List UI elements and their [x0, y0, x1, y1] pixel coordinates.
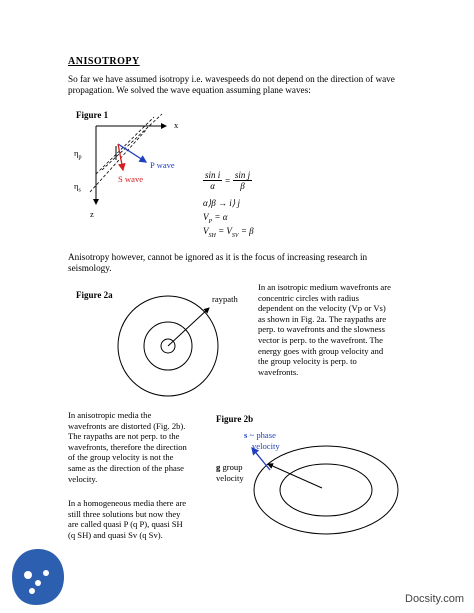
- eta-s-label: $\eta_s$: [74, 181, 81, 194]
- x-axis-label: x: [174, 120, 179, 130]
- anisotropic-line: wavefronts, therefore the direction: [68, 441, 187, 452]
- intro-line-1: So far we have assumed isotropy i.e. wavespeeds do not depend on the direction of wave: [68, 74, 395, 84]
- anisotropy-line-1: Anisotropy however, cannot be ignored as it is the focus of increasing research in: [68, 252, 368, 262]
- homogeneous-line: In a homogeneous media there are: [68, 498, 187, 508]
- intro-paragraph: [68, 74, 395, 97]
- z-axis-label: z: [90, 209, 94, 219]
- isotropic-paragraph: [258, 282, 391, 377]
- phase-velocity-arrow: [252, 448, 270, 470]
- anisotropic-line: The raypaths are not perp. to the: [68, 431, 180, 442]
- isotropic-line: vector is perp. to the wavefront. The: [258, 334, 383, 345]
- anisotropic-line: same as the direction of the phase: [68, 462, 184, 473]
- figure-2a-diagram: [114, 292, 224, 402]
- group-velocity-label: g group velocity: [216, 462, 244, 483]
- figure-2a-label: Figure 2a: [76, 290, 113, 300]
- equation-line-4: $V_{SH} = V_{SV} = \beta$: [203, 226, 254, 239]
- inner-quasi-wavefront: [280, 464, 372, 516]
- anisotropic-line: of the group velocity is not the: [68, 452, 174, 463]
- isotropic-line: wavefronts.: [258, 366, 299, 377]
- s-wave-label: S wave: [118, 174, 144, 184]
- snell-law-equation: $\frac{\text{sin i}}{\alpha}$ = $\frac{\text{sin j}}{\beta}$: [205, 170, 251, 191]
- homogeneous-paragraph: [68, 498, 186, 540]
- anisotropy-paragraph: [68, 252, 367, 275]
- equation-line-2: α⟩β → i⟩ j: [203, 198, 240, 208]
- figure-2b-label: Figure 2b: [216, 414, 254, 424]
- isotropic-line: In an isotropic medium wavefronts are: [258, 282, 391, 292]
- isotropic-line: concentric circles with radius: [258, 292, 359, 303]
- figure-1-label: Figure 1: [76, 110, 109, 120]
- isotropic-line: the group velocity is perp. to: [258, 356, 357, 367]
- anisotropy-line-2: seismology.: [68, 263, 112, 274]
- p-wave-arrow: [118, 144, 146, 162]
- isotropic-line: dependent on the velocity (Vp or Vs): [258, 303, 386, 314]
- homogeneous-line: still three solutions but now they: [68, 508, 181, 519]
- page-title: ANISOTROPY: [68, 56, 140, 67]
- raypath-arrow: [168, 308, 209, 346]
- raypath-label: raypath: [212, 294, 238, 304]
- anisotropic-paragraph: [68, 410, 187, 484]
- group-velocity-arrow: [268, 464, 322, 488]
- isotropic-line: energy goes with group velocity and: [258, 345, 384, 356]
- figure-1-diagram: [60, 112, 200, 227]
- isotropic-line: perp. to wavefronts and the slowness: [258, 324, 385, 335]
- intro-line-2: propagation. We solved the wave equation assuming plane waves:: [68, 85, 311, 96]
- anisotropic-line: In anisotropic media the: [68, 410, 152, 420]
- outer-quasi-wavefront: [254, 446, 398, 534]
- homogeneous-line: (q SH) and quasi Sv (q Sv).: [68, 529, 163, 540]
- phase-velocity-label: s ~ phase velocity: [244, 430, 280, 451]
- isotropic-line: as shown in Fig. 2a. The raypaths are: [258, 313, 387, 324]
- anisotropic-line: velocity.: [68, 473, 98, 484]
- docsity-logo-icon: [8, 545, 68, 609]
- anisotropic-line: wavefronts are distorted (Fig. 2b).: [68, 420, 186, 431]
- equation-line-3: $V_P = \alpha$: [203, 212, 228, 225]
- docsity-brand: Docsity.com: [405, 593, 465, 605]
- homogeneous-line: are called quasi P (q P), quasi SH: [68, 519, 183, 530]
- eta-p-label: $\eta_p$: [74, 148, 82, 161]
- p-wave-label: P wave: [150, 160, 175, 170]
